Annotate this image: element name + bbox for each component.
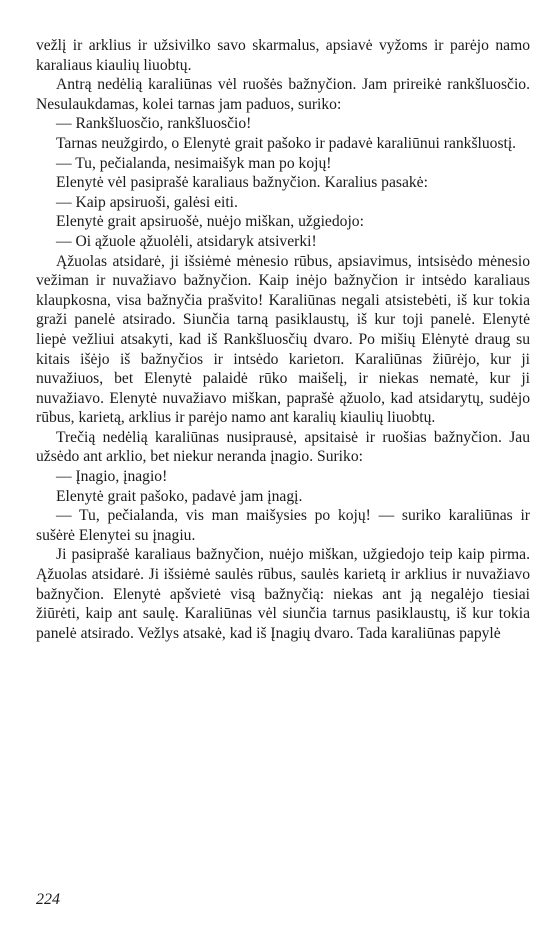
paragraph-4: Tarnas neužgirdo, o Elenytė grait pašoko ir padavė karaliūnui rankšluostį. <box>56 134 517 152</box>
paragraph-2: Antrą nedėlią karaliūnas vėl ruošės bažnyčion. Jam prireikė rankšluosčio. Nesulaukdamas, kolei tarnas jam paduos, suriko: <box>36 76 530 113</box>
paragraph-7: — Kaip apsiruoši, galėsi eiti. <box>56 193 238 211</box>
paragraph-9: — Oi ąžuole ąžuolėli, atsidaryk atsiverki! <box>56 232 317 250</box>
paragraph-1: vežlį ir arklius ir užsivilko savo skarmalus, apsiavė vyžoms ir parėjo namo karaliaus kiaulių liuobtų. <box>36 37 530 74</box>
page-body <box>36 36 530 643</box>
paragraph-15: Ji pasiprašė karaliaus bažnyčion, nuėjo miškan, užgiedojo teip kaip pirma. Ąžuolas atsidarė. Ji išsiėmė saulės rūbus, saulės karietą ir arklius ir nuvažiavo bažnyčion. Elenytė apšvietė visą bažnyčią: niekas ant ją negalėjo tiesiai žiūrėti, kaip ant saulę. Karaliūnas vėl siunčia tarnus pasiklaustų, iš kur tokia panelė atsirado. Vežlys atsakė, kad iš Įnagių dvaro. Tada karaliūnas papylė <box>36 546 530 642</box>
paragraph-12: — Įnagio, įnagio! <box>56 468 168 486</box>
paragraph-5: — Tu, pečialanda, nesimaišyk man po kojų! <box>56 154 332 172</box>
paragraph-10: Ąžuolas atsidarė, ji išsiėmė mėnesio rūbus, apsiavimus, intsisėdo mėnesio vežiman ir nuvažiavo bažnyčion. Kaip inėjo bažnyčion ir intsėdo karaliaus klaupkosna, visa bažnyčia prašvito! Karaliūnas negali atsistebėti, iš kur tokia graži panelė atsirado. Siunčia tarną pasiklaustų, iš kur toji panelė. Elenytė liepė vežliui atsakyti, kad iš Rankšluosčių dvaro. Po mišių Elėnytė draug su kitais išėjo iš bažnyčios ir intsėdo karietoп. Karaliūnas žiūrėjo, kur ji nuvažiuos, bet Elenytė palaidė rūko maišelį, ir niekas nematė, kur ji nuvažiavo. Elenytė nuvažiavo miškan, paprašė ąžuolo, kad atsidarytų, sudėjo rūbus, karietą, arklius ir parėjo namo ant karalių kiaulių liuobtų. <box>36 252 530 427</box>
paragraph-14: — Tu, pečialanda, vis man maišysies po kojų! — suriko karaliūnas ir sušėrė Elenytei su įnagiu. <box>36 507 530 544</box>
paragraph-11: Trečią nedėlią karaliūnas nusiprausė, apsitaisė ir ruošias bažnyčion. Jau užsėdo ant arklio, bet niekur neranda įnagio. Suriko: <box>36 428 530 466</box>
paragraph-3: — Rankšluosčio, rankšluosčio! <box>56 115 252 133</box>
page-number: 224 <box>36 891 60 908</box>
paragraph-8: Elenytė grait apsiruošė, nuėjo miškan, užgiedojo: <box>56 213 364 231</box>
paragraph-13: Elenytė grait pašoko, padavė jam įnagį. <box>56 487 303 505</box>
paragraph-6: Elenytė vėl pasiprašė karaliaus bažnyčion. Karalius pasakė: <box>56 174 428 192</box>
